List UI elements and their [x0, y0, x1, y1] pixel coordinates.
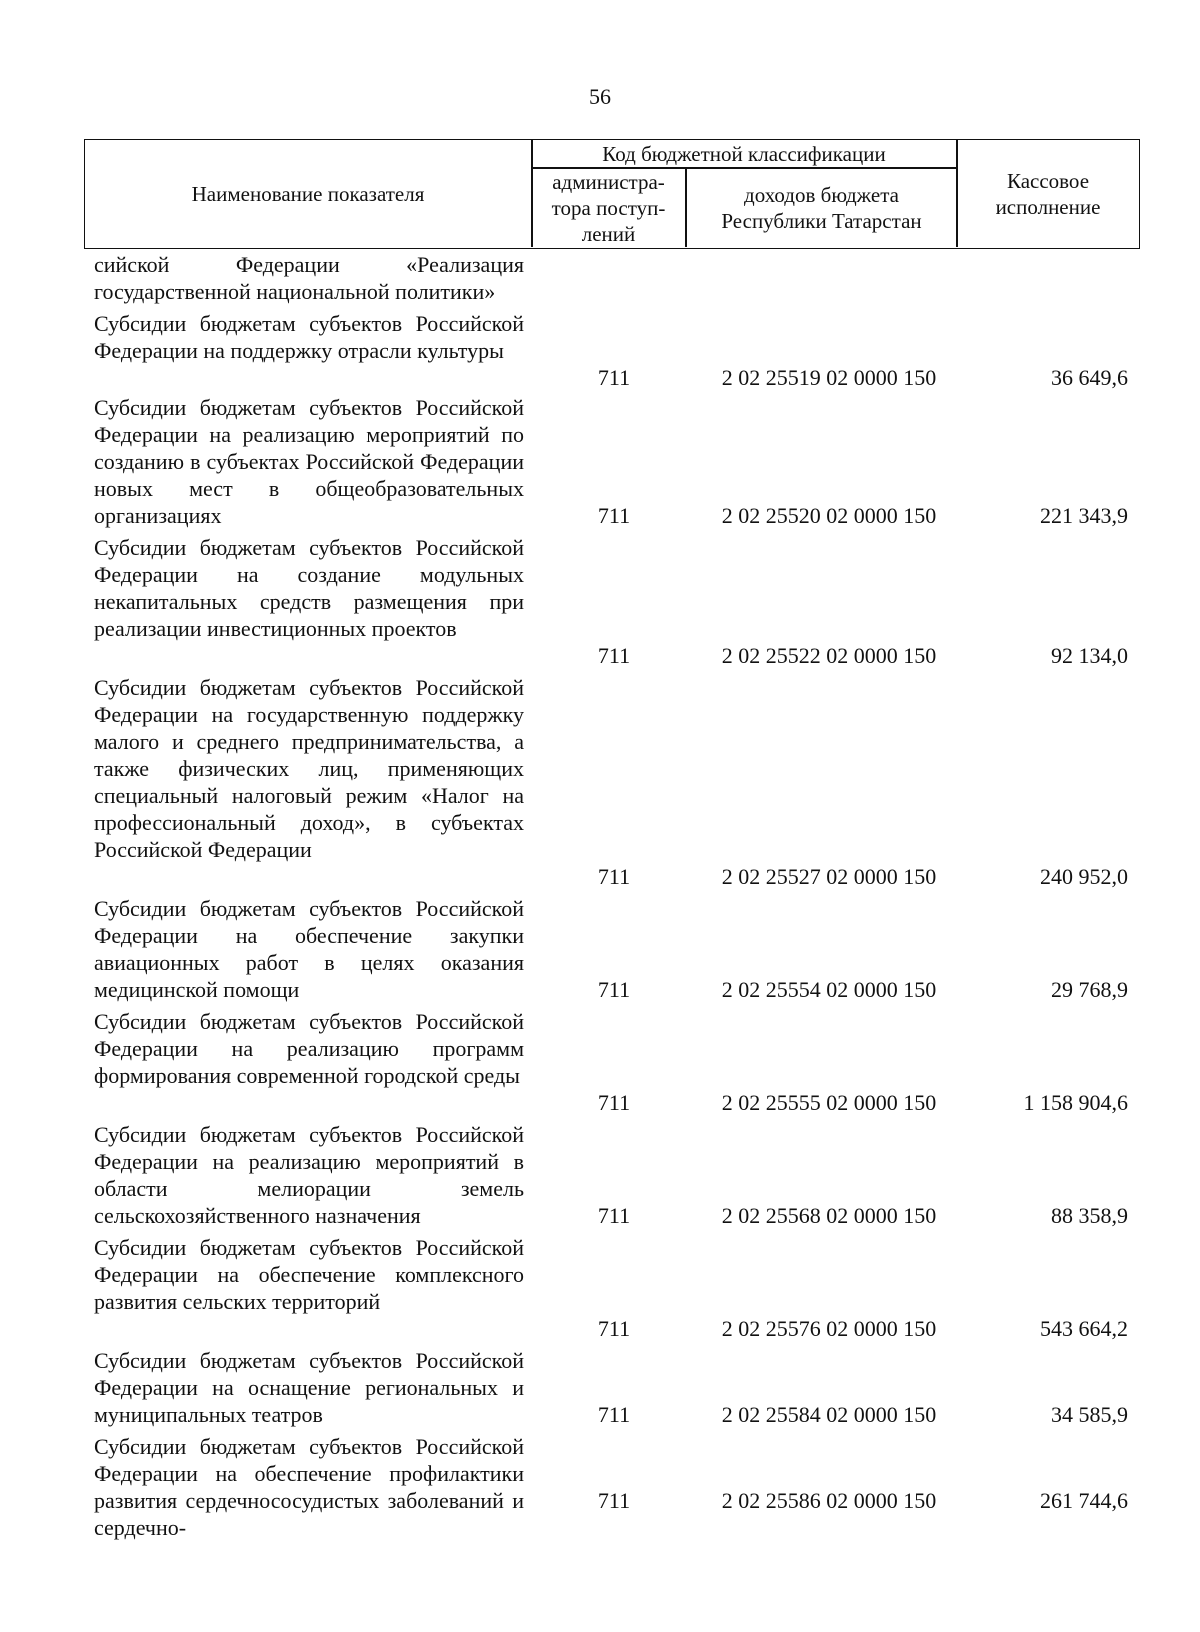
row-admin-code: 711 — [597, 1090, 631, 1115]
row-revenue-code: 2 02 25522 02 0000 150 — [721, 643, 937, 668]
row-name: Субсидии бюджетам субъектов Российской Федерации на создание модульных некапитальных средств размещения при реализации инвестиционных проектов — [94, 535, 524, 641]
row-revenue-code: 2 02 25554 02 0000 150 — [721, 977, 937, 1002]
row-revenue-code: 2 02 25586 02 0000 150 — [721, 1488, 937, 1513]
row-amount: 240 952,0 — [1040, 864, 1128, 889]
row-admin-code: 711 — [597, 503, 631, 528]
row-name: Субсидии бюджетам субъектов Российской Федерации на оснащение региональных и муниципальных театров — [94, 1348, 524, 1427]
row-revenue-code: 2 02 25555 02 0000 150 — [721, 1090, 937, 1115]
row-amount: 261 744,6 — [1040, 1488, 1128, 1513]
row-amount: 92 134,0 — [1051, 643, 1128, 668]
row-name: Субсидии бюджетам субъектов Российской Федерации на обеспечение профилактики развития сердечнососудистых заболеваний и сердечно- — [94, 1434, 524, 1540]
row-amount: 221 343,9 — [1040, 503, 1128, 528]
row-admin-code: 711 — [597, 1203, 631, 1228]
row-admin-code: 711 — [597, 1402, 631, 1427]
row-amount: 88 358,9 — [1051, 1203, 1128, 1228]
header-admin: администра-тора поступ-лений — [551, 169, 666, 246]
row-admin-code: 711 — [597, 365, 631, 390]
table-row — [0, 1121, 1200, 1229]
row-admin-code: 711 — [597, 864, 631, 889]
table-row — [0, 251, 1200, 305]
row-name: Субсидии бюджетам субъектов Российской Федерации на обеспечение комплексного развития сельских территорий — [94, 1235, 524, 1314]
row-revenue-code: 2 02 25584 02 0000 150 — [721, 1402, 937, 1427]
table-row — [0, 534, 1200, 669]
page-number: 56 — [589, 84, 611, 109]
table-row — [0, 1234, 1200, 1342]
row-revenue-code: 2 02 25568 02 0000 150 — [721, 1203, 937, 1228]
header-code-group: Код бюджетной классификации — [602, 141, 886, 166]
row-revenue-code: 2 02 25576 02 0000 150 — [721, 1316, 937, 1341]
header-name: Наименование показателя — [191, 181, 425, 206]
row-name: Субсидии бюджетам субъектов Российской Федерации на реализацию мероприятий по созданию в субъектах Российской Федерации новых мест в общеобразовательных организациях — [94, 395, 524, 528]
row-revenue-code: 2 02 25527 02 0000 150 — [721, 864, 937, 889]
row-name: Субсидии бюджетам субъектов Российской Федерации на реализацию программ формирования современной городской среды — [94, 1009, 524, 1088]
row-name: сийской Федерации «Реализация государственной национальной политики» — [94, 252, 524, 304]
row-amount: 36 649,6 — [1051, 365, 1128, 390]
row-admin-code: 711 — [597, 977, 631, 1002]
header-revenue-code: доходов бюджета Республики Татарстан — [721, 182, 922, 233]
row-admin-code: 711 — [597, 1316, 631, 1341]
table-row — [0, 1347, 1200, 1428]
table-row — [0, 310, 1200, 391]
row-name: Субсидии бюджетам субъектов Российской Федерации на государственную поддержку малого и среднего предпринимательства, а также физических лиц, применяющих специальный налоговый режим «Налог на профессиональный доход», в субъектах Российской Федерации — [94, 675, 524, 862]
row-amount: 543 664,2 — [1040, 1316, 1128, 1341]
row-admin-code: 711 — [597, 643, 631, 668]
row-admin-code: 711 — [597, 1488, 631, 1513]
row-name: Субсидии бюджетам субъектов Российской Федерации на поддержку отрасли культуры — [94, 311, 524, 363]
header-amount: Кассовое исполнение — [995, 168, 1101, 219]
row-name: Субсидии бюджетам субъектов Российской Федерации на реализацию мероприятий в области мелиорации земель сельскохозяйственного назначения — [94, 1122, 524, 1228]
table-row — [0, 1433, 1200, 1541]
row-revenue-code: 2 02 25519 02 0000 150 — [721, 365, 937, 390]
row-revenue-code: 2 02 25520 02 0000 150 — [721, 503, 937, 528]
table-row — [0, 895, 1200, 1003]
row-amount: 1 158 904,6 — [1023, 1090, 1128, 1115]
table-row — [0, 674, 1200, 890]
table-header — [84, 139, 1140, 249]
row-amount: 34 585,9 — [1051, 1402, 1128, 1427]
row-name: Субсидии бюджетам субъектов Российской Федерации на обеспечение закупки авиационных работ в целях оказания медицинской помощи — [94, 896, 524, 1002]
table-row — [0, 1008, 1200, 1116]
table-row — [0, 394, 1200, 529]
row-amount: 29 768,9 — [1051, 977, 1128, 1002]
